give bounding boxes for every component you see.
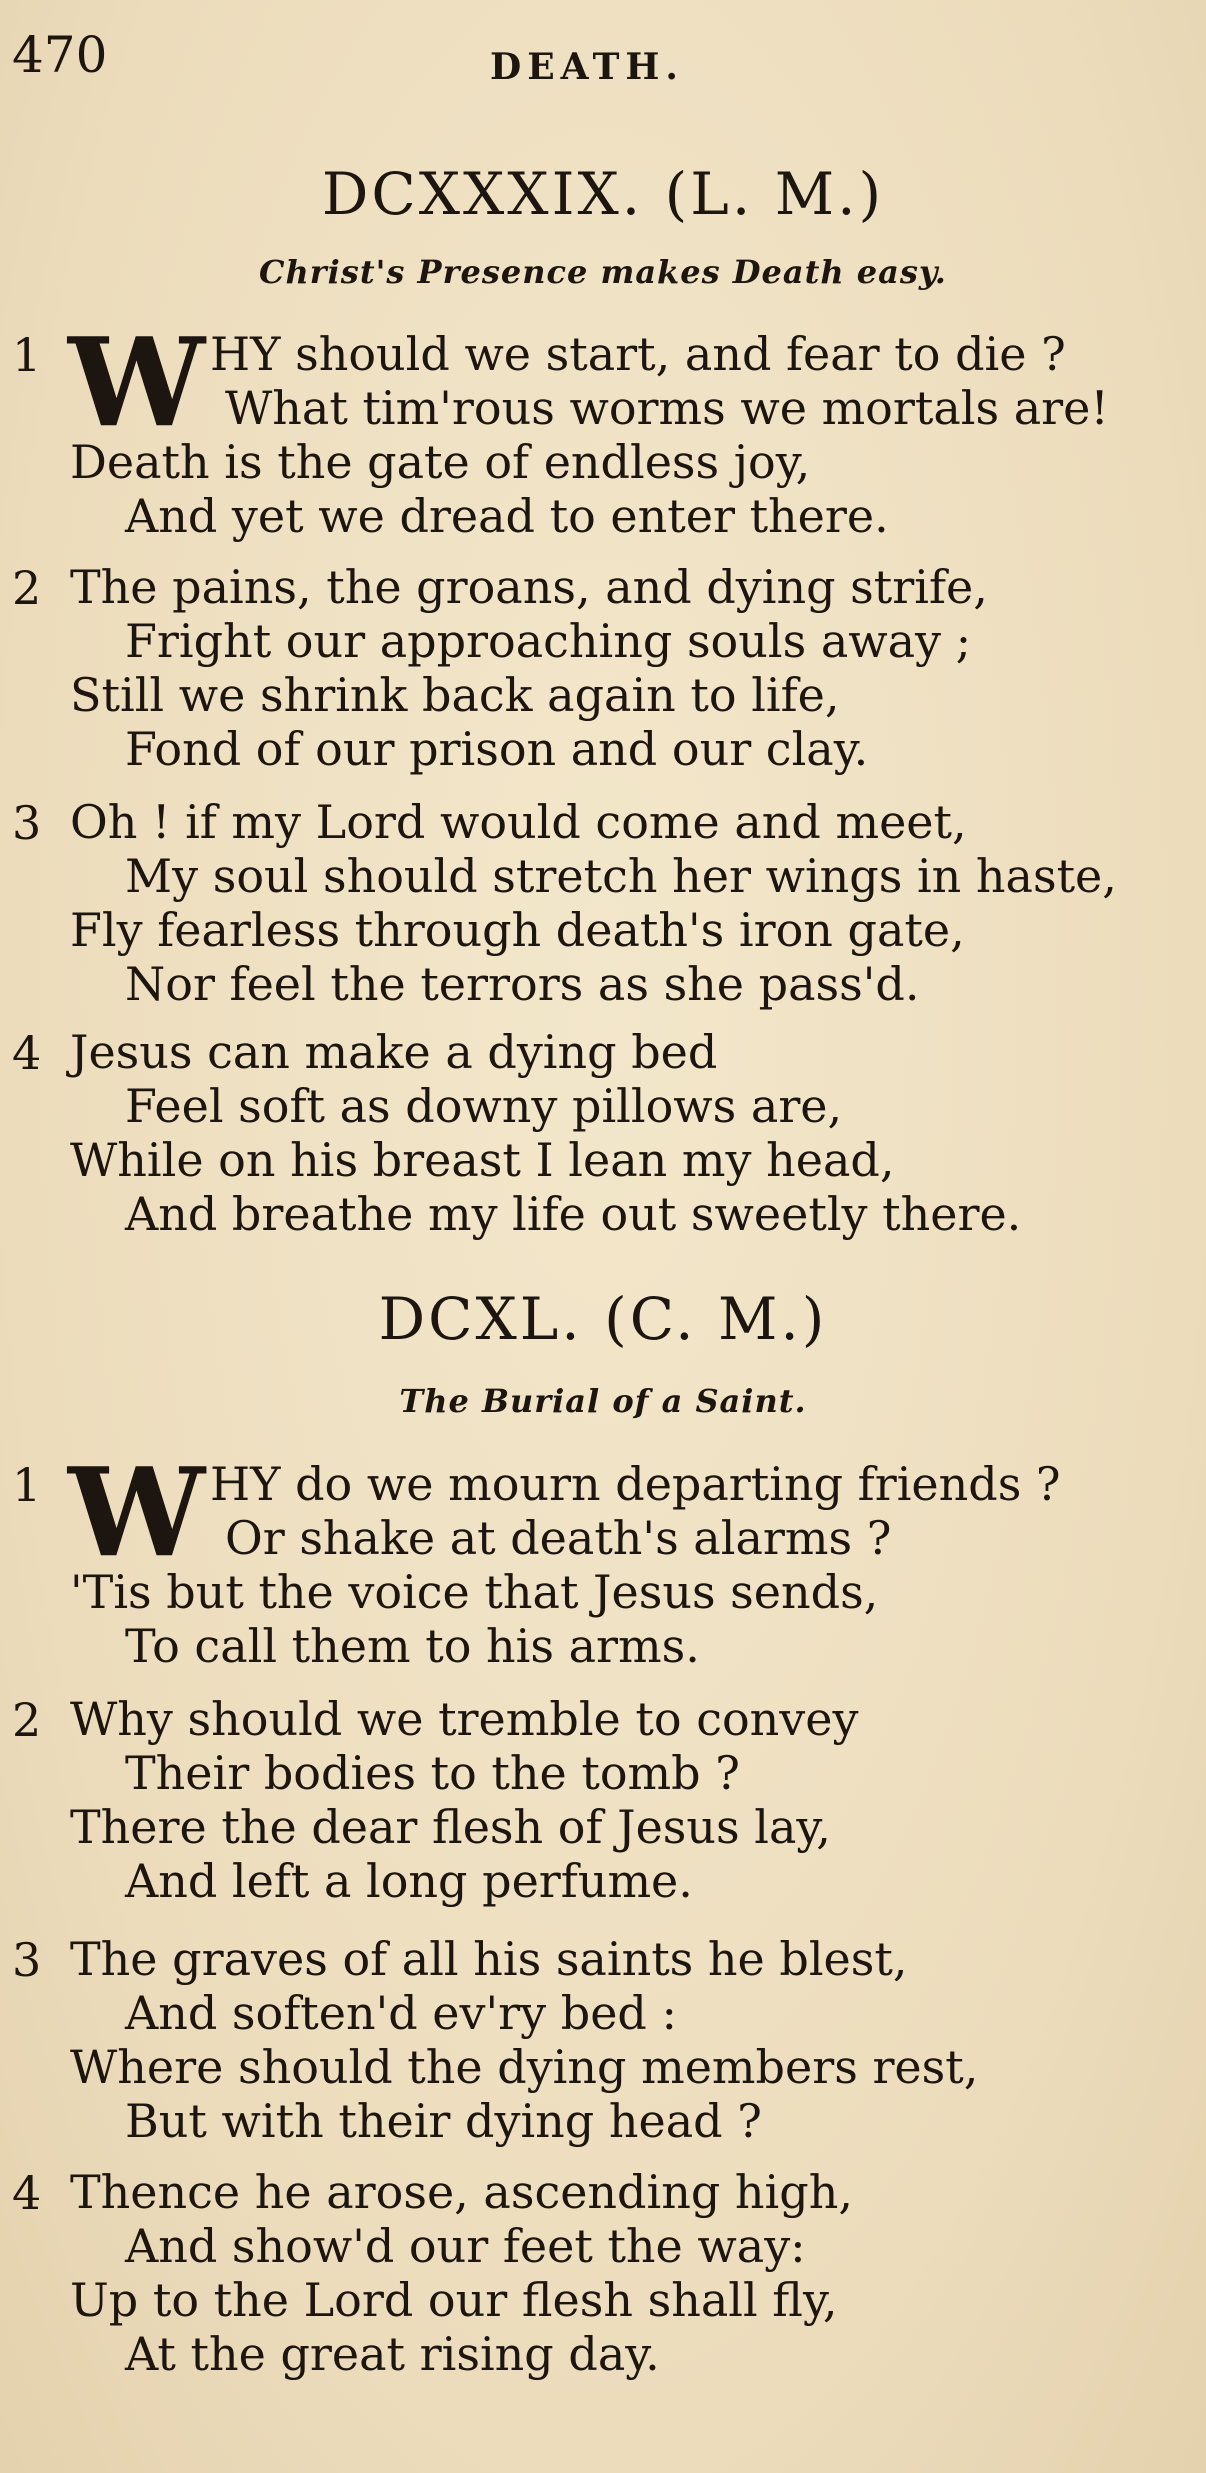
page-number: 470: [12, 26, 108, 84]
verse-line: What tim'rous worms we mortals are!: [225, 381, 1109, 435]
verse-line: Fright our approaching souls away ;: [125, 614, 972, 668]
verse-line: 'Tis but the voice that Jesus sends,: [70, 1565, 879, 1619]
verse-line: HY should we start, and fear to die ?: [210, 327, 1066, 381]
verse-line: There the dear flesh of Jesus lay,: [70, 1800, 831, 1854]
verse-line: Why should we tremble to convey: [70, 1692, 859, 1746]
drop-cap: W: [68, 310, 206, 454]
stanza-number: 1: [12, 328, 42, 382]
verse-line: Their bodies to the tomb ?: [125, 1746, 740, 1800]
hymn-subtitle: The Burial of a Saint.: [399, 1382, 807, 1420]
verse-line: And show'd our feet the way:: [125, 2219, 806, 2273]
verse-line: Where should the dying members rest,: [70, 2040, 979, 2094]
stanza-number: 2: [12, 1693, 42, 1747]
stanza-number: 1: [12, 1458, 42, 1512]
verse-line: Or shake at death's alarms ?: [225, 1511, 892, 1565]
hymn-title: DCXXXIX. (L. M.): [321, 160, 885, 228]
hymn-subtitle: Christ's Presence makes Death easy.: [259, 253, 947, 291]
verse-line: The graves of all his saints he blest,: [70, 1932, 908, 1986]
stanza-number: 4: [12, 2166, 42, 2220]
verse-line: And yet we dread to enter there.: [125, 489, 889, 543]
stanza-number: 2: [12, 561, 42, 615]
verse-line: Thence he arose, ascending high,: [70, 2165, 853, 2219]
verse-line: Nor feel the terrors as she pass'd.: [125, 957, 920, 1011]
verse-line: To call them to his arms.: [125, 1619, 700, 1673]
drop-cap: W: [68, 1440, 206, 1584]
hymn-title: DCXL. (C. M.): [378, 1285, 828, 1353]
verse-line: My soul should stretch her wings in haste,: [125, 849, 1117, 903]
verse-line: But with their dying head ?: [125, 2094, 762, 2148]
verse-line: Oh ! if my Lord would come and meet,: [70, 795, 967, 849]
verse-line: And left a long perfume.: [125, 1854, 693, 1908]
verse-line: Still we shrink back again to life,: [70, 668, 840, 722]
verse-line: Death is the gate of endless joy,: [70, 435, 811, 489]
stanza-number: 4: [12, 1026, 42, 1080]
verse-line: The pains, the groans, and dying strife,: [70, 560, 988, 614]
verse-line: Feel soft as downy pillows are,: [125, 1079, 843, 1133]
verse-line: Fond of our prison and our clay.: [125, 722, 869, 776]
verse-line: At the great rising day.: [125, 2327, 660, 2381]
verse-line: And soften'd ev'ry bed :: [125, 1986, 677, 2040]
verse-line: HY do we mourn departing friends ?: [210, 1457, 1061, 1511]
verse-line: While on his breast I lean my head,: [70, 1133, 895, 1187]
verse-line: Up to the Lord our flesh shall fly,: [70, 2273, 838, 2327]
verse-line: Fly fearless through death's iron gate,: [70, 903, 965, 957]
verse-line: And breathe my life out sweetly there.: [125, 1187, 1022, 1241]
running-head: DEATH.: [490, 46, 684, 88]
verse-line: Jesus can make a dying bed: [70, 1025, 718, 1079]
stanza-number: 3: [12, 796, 42, 850]
stanza-number: 3: [12, 1933, 42, 1987]
